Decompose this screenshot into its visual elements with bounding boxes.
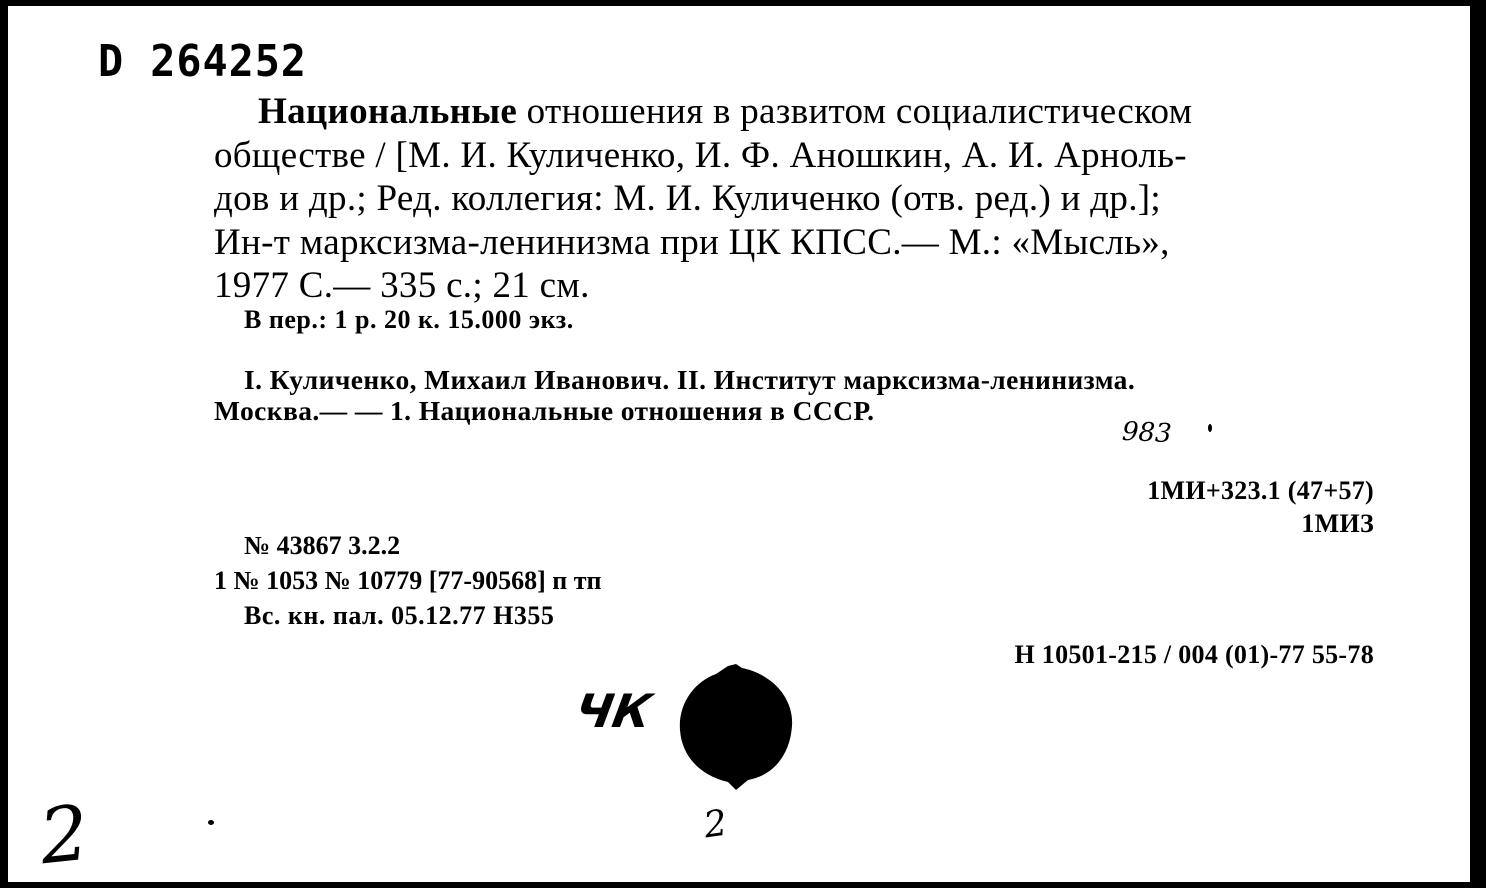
- ink-speck: [1208, 424, 1212, 432]
- classification-line-1: 1МИ+323.1 (47+57): [1147, 476, 1374, 505]
- entry-line-1: [214, 90, 1376, 134]
- publisher-code: Н 10501-215 / 004 (01)-77 55-78: [1014, 640, 1374, 669]
- order-line: 1 № 1053 № 10779 [77-90568] п тп: [214, 566, 602, 595]
- entry-title-rest: отношения в развитом социалистическом: [517, 91, 1193, 132]
- bibliographic-entry: [214, 90, 1376, 308]
- handwritten-note-983: 983: [1121, 416, 1173, 450]
- book-chamber-register: Вс. кн. пал. 05.12.77 Н355: [244, 601, 555, 630]
- handwritten-note-2-left: 2: [35, 787, 93, 882]
- call-number: D 264252: [98, 36, 307, 87]
- tracing-line-2: Москва.— — 1. Национальные отношения в СССР.: [214, 395, 875, 426]
- ink-speck: [208, 820, 214, 825]
- handwritten-note-ik: ЧК: [571, 684, 656, 738]
- entry-line-4: Ин-т марксизма-ленинизма при ЦК КПСС.— М.: «Мысль»,: [214, 221, 1170, 263]
- accession-number: № 43867 3.2.2: [244, 531, 401, 560]
- price-and-print-run: В пер.: 1 р. 20 к. 15.000 экз.: [244, 305, 574, 334]
- ink-blot: [676, 664, 794, 790]
- entry-line-5: 1977 С.— 335 с.; 21 см.: [214, 265, 590, 306]
- tracings: [214, 364, 1135, 426]
- entry-title-lead: Национальные: [258, 91, 518, 132]
- classification-line-2: 1МИЗ: [1301, 509, 1374, 538]
- tracing-line-1: I. Куличенко, Михаил Иванович. II. Институт марксизма-ленинизма.: [244, 364, 1136, 395]
- handwritten-note-2-center: 2: [701, 802, 730, 847]
- entry-line-3: дов и др.; Ред. коллегия: М. И. Куличенко (отв. ред.) и др.];: [214, 178, 1161, 219]
- entry-line-2: обществе / [М. И. Куличенко, И. Ф. Аношкин, А. И. Арноль-: [214, 134, 1187, 176]
